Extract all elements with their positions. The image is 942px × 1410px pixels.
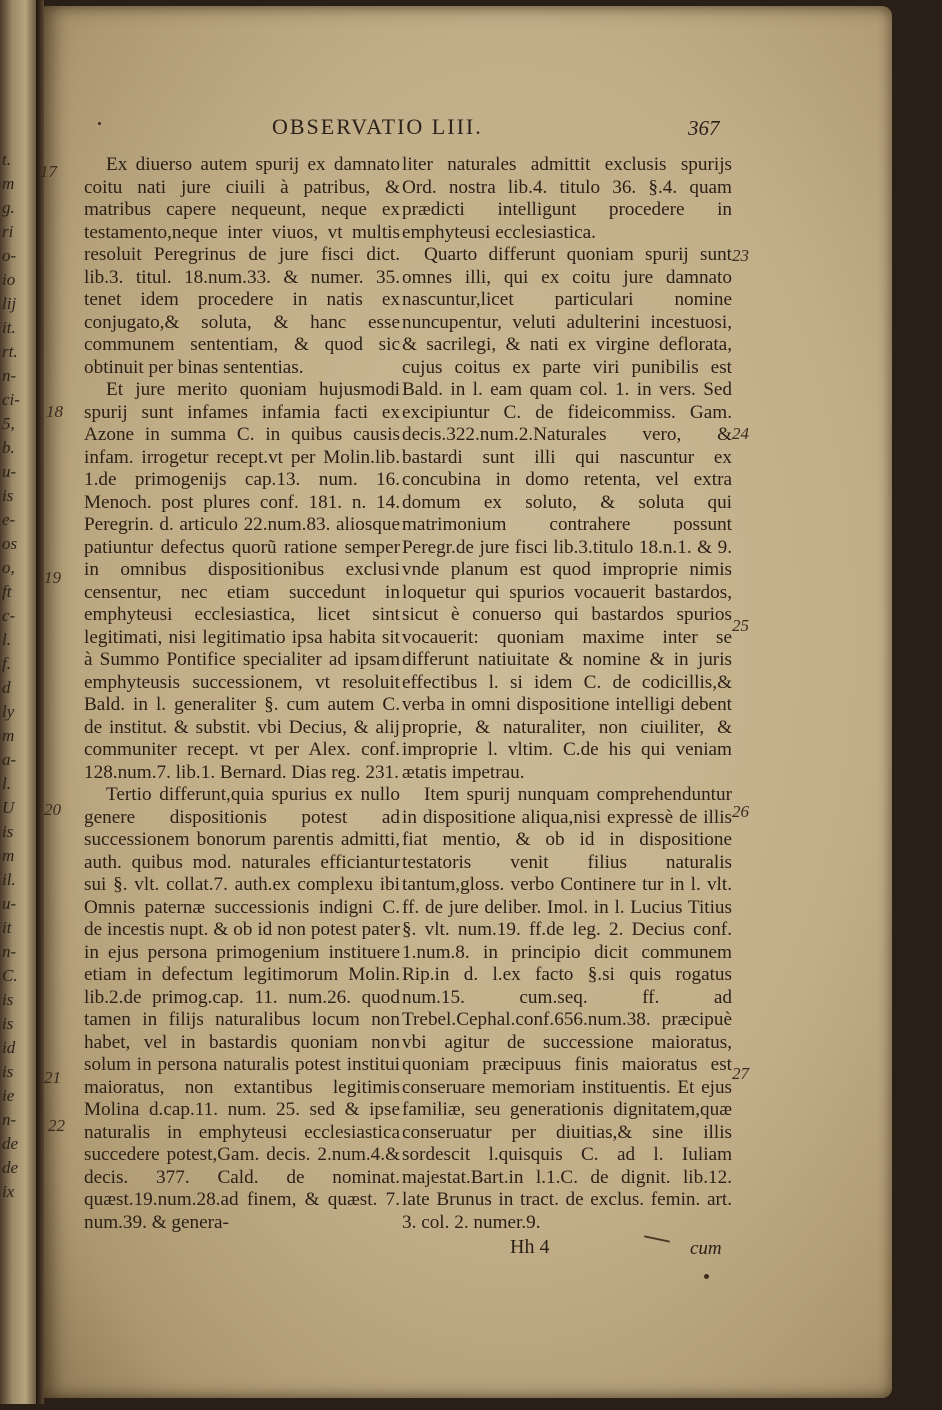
header-ornament-dot <box>98 122 101 125</box>
right-paragraph-2: Quarto differunt quoniam spurij sunt omnes illi, qui ex coitu jure damnato nascuntur,licet particulari nomine nuncupentur, veluti adulterini incestuosi, & sacrilegi, & nati ex virgine deflorata, cujus coitus ex parte viri punibilis est Bald. in l. eam quam col. 1. in vers. Sed excipiuntur C. de fideicommiss. Gam. decis.322.num.2.Naturales vero, & bastardi sunt illi qui nascuntur ex concubina in domo retenta, vel extra domum ex soluto, & soluta qui matrimonium contrahere possunt Peregr.de jure fisci lib.3.titulo 18.n.1. & 9. vnde planum est quod improprie nimis loquetur qui spurios vocauerit bastardos, sicut è conuerso qui bastardos spurios vocauerit: quoniam maxime inter se differunt natiuitate & nomine & in juris effectibus l. si idem C. de codicillis,& verba in omni dispositione intelligi debent proprie, & naturaliter, non ciuiliter, & improprie l. vltim. C.de his qui veniam ætatis impetrau. <box>402 244 732 783</box>
facing-page-fragment: is <box>2 1062 14 1081</box>
left-paragraph-1: Ex diuerso autem spurij ex damnato coitu nati jure ciuili à patribus, & matribus capere nequeunt, neque ex testamento,neque inter viuos, vt multis resoluit Peregrinus de jure fisci dict. lib.3. titul. 18.num.33. & numer. 35. tenet idem procedere in natis ex conjugato,& soluta, & hanc esse communem sententiam, & quod sic obtinuit per binas sententias. <box>84 154 400 378</box>
facing-page-fragment: d <box>2 678 11 697</box>
right-column <box>402 154 732 1234</box>
margin-number: 17 <box>40 162 57 181</box>
margin-number: 22 <box>48 1116 65 1135</box>
running-title: OBSERVATIO LIII. <box>272 114 483 139</box>
facing-page-fragment: l. <box>2 774 11 793</box>
facing-page-fragment: c- <box>2 606 16 625</box>
margin-number: 21 <box>44 1068 61 1087</box>
facing-page-fragment: ft <box>2 582 12 601</box>
facing-page-fragment: m <box>2 846 15 865</box>
facing-page-fragment: id <box>2 1038 16 1057</box>
left-paragraph-2: Et jure merito quoniam hujusmodi spurij sunt infames infamia facti ex Azone in summa C. in quibus causis infam. irrogetur recept.vt per Molin.lib. 1.de primogenijs cap.13. num. 16. Menoch. post plures conf. 181. n. 14. Peregrin. d. articulo 22.num.83. aliosque patiuntur defectus quorũ ratione semper in omnibus dispositionibus exclusi censentur, nec etiam succedunt in emphyteusi ecclesiastica, licet sint legitimati, nisi legitimatio ipsa habita sit à Summo Pontifice specialiter ad ipsam emphyteusis successionem, vt resoluit Bald. in l. generaliter §. cum autem C. de institut. & substit. vbi Decius, & alij communiter recept. vt per Alex. conf. 128.num.7. lib.1. Bernard. Dias reg. 231. <box>84 379 400 783</box>
margin-number: 24 <box>732 424 749 443</box>
facing-page-fragment: ix <box>2 1182 15 1201</box>
facing-page-fragment: is <box>2 822 14 841</box>
facing-page-fragment: is <box>2 1014 14 1033</box>
left-column <box>84 154 400 1234</box>
facing-page-fragment: C. <box>2 966 18 985</box>
facing-page-fragment: a- <box>2 750 17 769</box>
facing-page-fragment: m <box>2 726 15 745</box>
facing-page-edge <box>0 0 36 1404</box>
page-number: 367 <box>688 116 720 140</box>
facing-page-fragment: os <box>2 534 18 553</box>
facing-page-fragment: o- <box>2 246 17 265</box>
facing-page-fragment: rt. <box>2 342 18 361</box>
facing-page-fragment: b. <box>2 438 15 457</box>
catchword: cum <box>690 1238 722 1259</box>
margin-number: 23 <box>732 246 749 265</box>
facing-page-fragment: o, <box>2 558 15 577</box>
facing-page-fragment: is <box>2 990 14 1009</box>
left-paragraph-3: Tertio differunt,quia spurius ex nullo genere dispositionis potest ad successionem bonorum parentis admitti, auth. quibus mod. naturales efficiantur sui §. vlt. collat.7. auth.ex complexu ibi Omnis paternæ successionis indigni C. de incestis nupt. & ob id non potest pater in ejus persona primogenium instituere etiam in defectum legitimorum Molin. lib.2.de primog.cap. 11. num.26. quod tamen in filijs naturalibus locum non habet, vel in bastardis quoniam non solum in persona naturalis potest institui maioratus, non extantibus legitimis Molina d.cap.11. num. 25. sed & ipse naturalis in emphyteusi ecclesiastica succedere potest,Gam. decis. 2.num.4.& decis. 377. Cald. de nominat. quæst.19.num.28.ad finem, & quæst. 7. num.39. & genera- <box>84 784 400 1233</box>
facing-page-fragment: g. <box>2 198 15 217</box>
right-paragraph-3: Item spurij nunquam comprehenduntur in dispositione aliqua,nisi expressè de illis fiat mentio, & ob id in dispositione testatoris venit filius naturalis tantum,gloss. verbo Continere tur in l. vlt. ff. de jure deliber. Imol. in l. Lucius Titius §. vlt. num.19. ff.de leg. 2. Decius conf. 1.num.8. in principio dicit communem Rip.in d. l.ex facto §.si quis rogatus num.15. cum.seq. ff. ad Trebel.Cephal.conf.656.num.38. præcipuè vbi agitur de successione maioratus, quoniam præcipuus finis maioratus est conseruare memoriam instituentis. Et ejus familiæ, seu generationis dignitatem,quæ conseruatur per diuitias,& sine illis sordescit l.quisquis C. ad l. Iuliam majestat.Bart.in l.1.C. de dignit. lib.12. late Brunus in tract. de exclus. femin. art. 3. col. 2. numer.9. <box>402 784 732 1233</box>
signature-mark: Hh 4 <box>510 1236 550 1258</box>
facing-page-fragment: l. <box>2 630 11 649</box>
facing-page-fragment: n- <box>2 942 17 961</box>
facing-page-fragment: ly <box>2 702 15 721</box>
margin-number: 25 <box>732 616 749 635</box>
bottom-ornament-dot <box>704 1274 709 1279</box>
margin-number: 20 <box>44 800 61 819</box>
facing-page-fragment: lij <box>2 294 17 313</box>
facing-page-fragment: il. <box>2 870 16 889</box>
facing-page-fragment: de <box>2 1158 19 1177</box>
margin-number: 18 <box>46 402 63 421</box>
facing-page-fragment: de <box>2 1134 19 1153</box>
facing-page-fragment: m <box>2 174 15 193</box>
facing-page-fragment: f. <box>2 654 11 673</box>
facing-page-fragment: e- <box>2 510 16 529</box>
facing-page-fragment: is <box>2 486 14 505</box>
facing-page-fragment: ri <box>2 222 14 241</box>
facing-page-fragment: ci- <box>2 390 20 409</box>
facing-page-fragment: u- <box>2 894 17 913</box>
facing-page-fragment: n- <box>2 366 17 385</box>
facing-page-fragment: it <box>2 918 12 937</box>
facing-page-fragment: ie <box>2 1086 15 1105</box>
margin-number: 19 <box>44 568 61 587</box>
facing-page-fragment: t. <box>2 150 11 169</box>
facing-page-fragment: n- <box>2 1110 17 1129</box>
margin-number: 27 <box>732 1064 749 1083</box>
margin-number: 26 <box>732 802 749 821</box>
facing-page-fragment: U <box>2 798 15 817</box>
facing-page-fragment: io <box>2 270 16 289</box>
book-page <box>40 6 892 1398</box>
right-paragraph-1: liter naturales admittit exclusis spurijs Ord. nostra lib.4. titulo 36. §.4. quam prædicti intelligunt procedere in emphyteusi ecclesiastica. <box>402 154 732 243</box>
facing-page-fragment: u- <box>2 462 17 481</box>
book-gutter <box>36 0 44 1404</box>
facing-page-fragment: 5, <box>2 414 15 433</box>
tilde-mark <box>644 1235 670 1242</box>
facing-page-fragment: it. <box>2 318 16 337</box>
